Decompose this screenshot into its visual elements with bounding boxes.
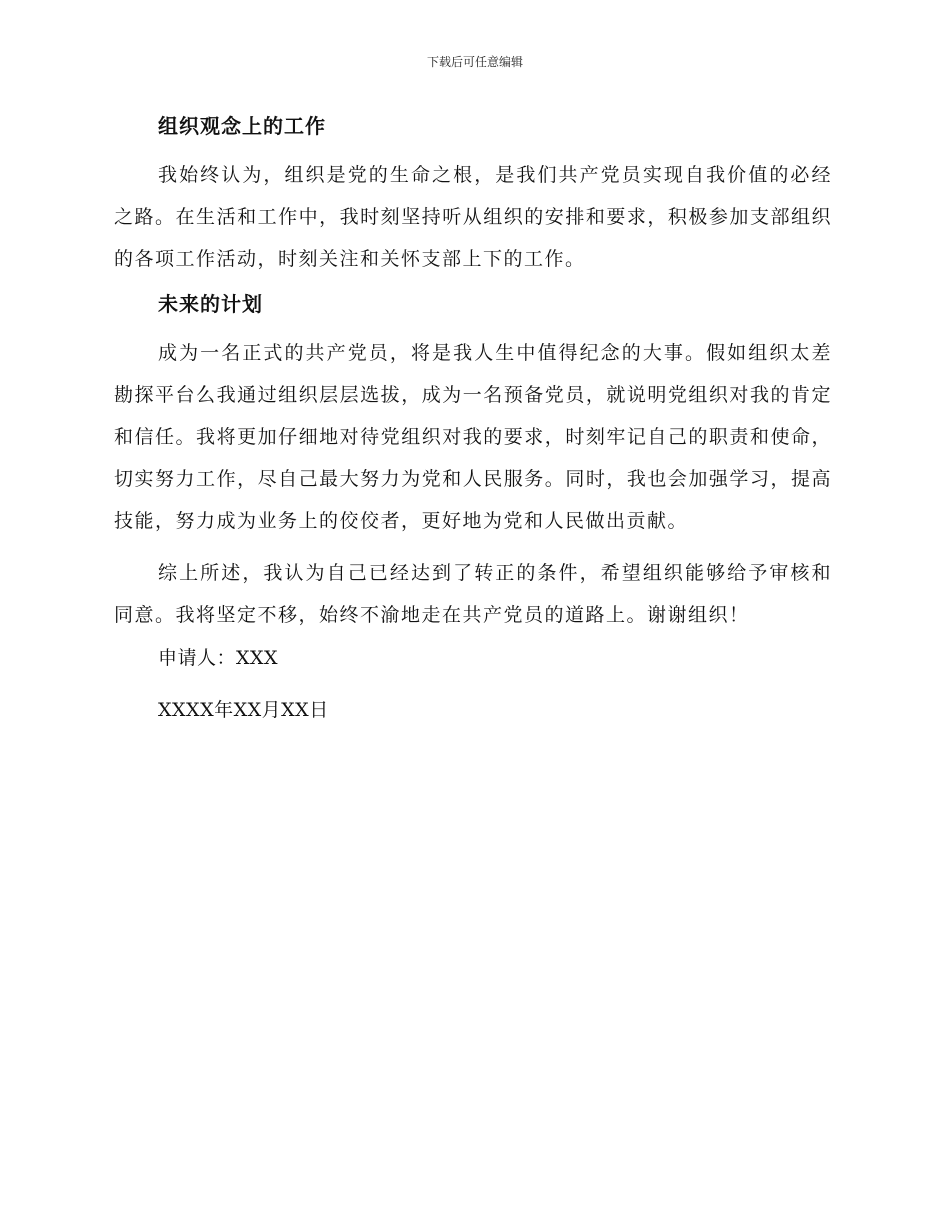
paragraph-future-plan: 成为一名正式的共产党员，将是我人生中值得纪念的大事。假如组织太差勘探平台么我通过组织层层选拔，成为一名预备党员，就说明党组织对我的肯定和信任。我将更加仔细地对待党组织对我的要求，时刻牢记自己的职责和使命，切实努力工作，尽自己最大努力为党和人民服务。同时，我也会加强学习，提高技能，努力成为业务上的佼佼者，更好地为党和人民做出贡献。	[114, 342, 832, 532]
signature-date: XXXX年XX月XX日	[158, 699, 329, 721]
header-note: 下载后可任意编辑	[426, 55, 523, 69]
document-body	[114, 112, 832, 724]
applicant-signature: 申请人：XXX	[158, 647, 279, 669]
paragraph-conclusion: 综上所述，我认为自己已经达到了转正的条件，希望组织能够给予审核和同意。我将坚定不移，始终不渝地走在共产党员的道路上。谢谢组织！	[114, 562, 832, 626]
section-heading-org-work: 组织观念上的工作	[158, 114, 326, 138]
paragraph-org-work: 我始终认为，组织是党的生命之根，是我们共产党员实现自我价值的必经之路。在生活和工作中，我时刻坚持听从组织的安排和要求，积极参加支部组织的各项工作活动，时刻关注和关怀支部上下的工作。	[114, 164, 832, 270]
section-heading-future-plan: 未来的计划	[158, 292, 263, 316]
